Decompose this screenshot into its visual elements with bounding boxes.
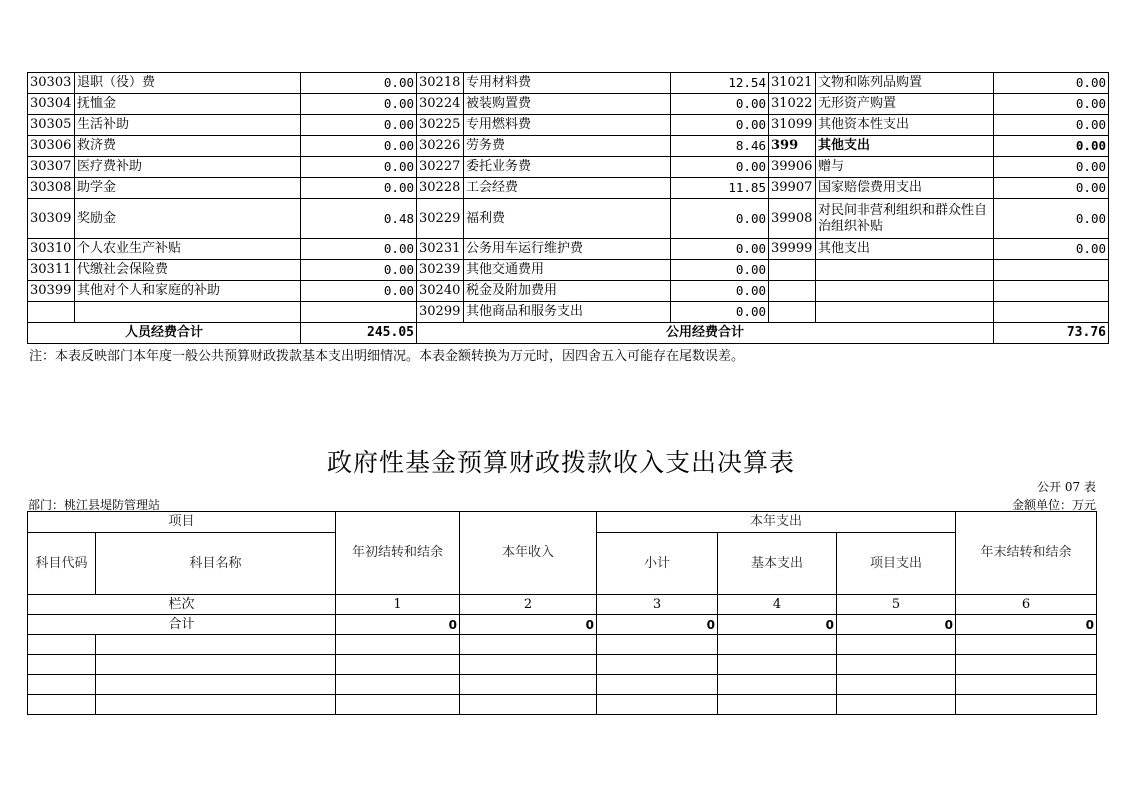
- total-income: 0: [460, 615, 597, 635]
- amount: 11.85: [671, 178, 769, 199]
- amount: 0.00: [301, 281, 417, 302]
- subject-name: 公务用车运行维护费: [464, 239, 671, 260]
- amount: 0.00: [994, 73, 1109, 94]
- subject-name: 生活补助: [75, 115, 301, 136]
- header-subject-name: 科目名称: [96, 533, 336, 595]
- amount: 0.00: [301, 73, 417, 94]
- amount: 8.46: [671, 136, 769, 157]
- header-opening-balance: 年初结转和结余: [336, 512, 460, 595]
- subject-code: [769, 302, 816, 323]
- expense-row: [28, 178, 1109, 199]
- column-number: 6: [956, 595, 1097, 615]
- subject-name: 无形资产购置: [816, 94, 994, 115]
- subject-name: 其他支出: [816, 239, 994, 260]
- expense-row: [28, 115, 1109, 136]
- amount: 0.00: [671, 94, 769, 115]
- empty-row: [28, 635, 1097, 655]
- subject-code: 30299: [417, 302, 464, 323]
- column-number: 3: [597, 595, 718, 615]
- personnel-total-label: 人员经费合计: [28, 323, 301, 344]
- empty-row: [28, 655, 1097, 675]
- subject-name: 退职（役）费: [75, 73, 301, 94]
- amount: 0.00: [301, 115, 417, 136]
- amount: 0.00: [994, 136, 1109, 157]
- subject-name: 代缴社会保险费: [75, 260, 301, 281]
- subject-code: [769, 260, 816, 281]
- header-income: 本年收入: [460, 512, 597, 595]
- amount-unit-label: 金额单位：万元: [1011, 498, 1096, 512]
- total-project-expense: 0: [837, 615, 956, 635]
- subject-name: [75, 302, 301, 323]
- subject-name: 税金及附加费用: [464, 281, 671, 302]
- subject-name: 国家赔偿费用支出: [816, 178, 994, 199]
- expense-row: [28, 281, 1109, 302]
- subject-code: 30307: [28, 157, 75, 178]
- subject-name: 其他对个人和家庭的补助: [75, 281, 301, 302]
- table-note: 注：本表反映部门本年度一般公共预算财政拨款基本支出明细情况。本表金额转换为万元时，因四舍五入可能存在尾数误差。: [29, 349, 745, 364]
- subject-name: 其他商品和服务支出: [464, 302, 671, 323]
- subject-code: 30309: [28, 199, 75, 239]
- subject-name: 其他交通费用: [464, 260, 671, 281]
- amount: 0.00: [301, 94, 417, 115]
- amount: 0.00: [994, 157, 1109, 178]
- header-subject-code: 科目代码: [28, 533, 96, 595]
- amount: 0.00: [671, 239, 769, 260]
- expense-row: [28, 302, 1109, 323]
- subject-code: 30304: [28, 94, 75, 115]
- subject-code: 31022: [769, 94, 816, 115]
- subject-name: 赠与: [816, 157, 994, 178]
- subject-code: 30240: [417, 281, 464, 302]
- subject-code: 30311: [28, 260, 75, 281]
- expense-row: [28, 239, 1109, 260]
- subject-code: [769, 281, 816, 302]
- amount: [994, 260, 1109, 281]
- subject-name: [816, 260, 994, 281]
- subject-code: 30229: [417, 199, 464, 239]
- amount: 0.00: [994, 239, 1109, 260]
- expense-row: [28, 73, 1109, 94]
- subject-name: 福利费: [464, 199, 671, 239]
- subject-code: 30231: [417, 239, 464, 260]
- amount: 0.00: [671, 302, 769, 323]
- header-item: 项目: [28, 512, 336, 533]
- amount: 0.00: [671, 260, 769, 281]
- header-closing-balance: 年末结转和结余: [956, 512, 1097, 595]
- expense-row: [28, 157, 1109, 178]
- column-number: 5: [837, 595, 956, 615]
- amount: 0.00: [994, 115, 1109, 136]
- expense-row: [28, 94, 1109, 115]
- subject-code: 31021: [769, 73, 816, 94]
- subject-code: 30305: [28, 115, 75, 136]
- subject-code: 30226: [417, 136, 464, 157]
- header-subtotal: 小计: [597, 533, 718, 595]
- public-total-label: 公用经费合计: [417, 323, 994, 344]
- column-number: 2: [460, 595, 597, 615]
- header-expense: 本年支出: [597, 512, 956, 533]
- subject-code: 30310: [28, 239, 75, 260]
- fund-total-row: [28, 615, 1097, 635]
- total-basic-expense: 0: [718, 615, 837, 635]
- subject-name: 其他资本性支出: [816, 115, 994, 136]
- amount: 0.00: [301, 260, 417, 281]
- total-opening-balance: 0: [336, 615, 460, 635]
- subject-name: 委托业务费: [464, 157, 671, 178]
- total-subtotal: 0: [597, 615, 718, 635]
- public-total-value: 73.76: [994, 323, 1109, 344]
- subject-code: 30306: [28, 136, 75, 157]
- column-number: 1: [336, 595, 460, 615]
- subject-code: 30303: [28, 73, 75, 94]
- subject-name: 专用材料费: [464, 73, 671, 94]
- subject-code: [28, 302, 75, 323]
- amount: [301, 302, 417, 323]
- subject-name: 奖励金: [75, 199, 301, 239]
- amount: [994, 302, 1109, 323]
- amount: 0.48: [301, 199, 417, 239]
- subject-name: 被装购置费: [464, 94, 671, 115]
- subject-code: 30225: [417, 115, 464, 136]
- total-closing-balance: 0: [956, 615, 1097, 635]
- subject-code: 30228: [417, 178, 464, 199]
- amount: 0.00: [671, 157, 769, 178]
- amount: 0.00: [994, 199, 1109, 239]
- amount: 0.00: [301, 239, 417, 260]
- empty-row: [28, 695, 1097, 715]
- subject-name: 个人农业生产补贴: [75, 239, 301, 260]
- subject-code: 30239: [417, 260, 464, 281]
- amount: 0.00: [301, 178, 417, 199]
- header-basic-expense: 基本支出: [718, 533, 837, 595]
- form-number: 公开 07 表: [1037, 480, 1096, 494]
- column-number-label: 栏次: [28, 595, 336, 615]
- column-number-row: [28, 595, 1097, 615]
- subject-code: 39906: [769, 157, 816, 178]
- amount: 0.00: [671, 281, 769, 302]
- subject-code: 39907: [769, 178, 816, 199]
- subject-code: 31099: [769, 115, 816, 136]
- subject-name: 抚恤金: [75, 94, 301, 115]
- empty-row: [28, 675, 1097, 695]
- page-title: 政府性基金预算财政拨款收入支出决算表: [326, 448, 795, 477]
- amount: 0.00: [994, 94, 1109, 115]
- header-project-expense: 项目支出: [837, 533, 956, 595]
- subject-name: 救济费: [75, 136, 301, 157]
- subject-code: 399: [769, 136, 816, 157]
- subject-name: [816, 281, 994, 302]
- amount: 12.54: [671, 73, 769, 94]
- subject-code: 39999: [769, 239, 816, 260]
- fund-budget-table: [27, 511, 1097, 715]
- subject-code: 39908: [769, 199, 816, 239]
- expense-row: [28, 260, 1109, 281]
- subject-code: 30218: [417, 73, 464, 94]
- subject-name: 文物和陈列品购置: [816, 73, 994, 94]
- subject-code: 30227: [417, 157, 464, 178]
- amount: 0.00: [671, 199, 769, 239]
- subject-name: 对民间非营利组织和群众性自治组织补贴: [816, 199, 994, 239]
- amount: [994, 281, 1109, 302]
- fund-total-label: 合计: [28, 615, 336, 635]
- amount: 0.00: [301, 157, 417, 178]
- subject-name: 其他支出: [816, 136, 994, 157]
- expense-row: [28, 136, 1109, 157]
- expense-detail-table: [27, 72, 1109, 344]
- subject-name: 劳务费: [464, 136, 671, 157]
- subject-code: 30224: [417, 94, 464, 115]
- subject-code: 30399: [28, 281, 75, 302]
- column-number: 4: [718, 595, 837, 615]
- subject-code: 30308: [28, 178, 75, 199]
- expense-total-row: [28, 323, 1109, 344]
- subject-name: 助学金: [75, 178, 301, 199]
- amount: 0.00: [994, 178, 1109, 199]
- subject-name: 医疗费补助: [75, 157, 301, 178]
- personnel-total-value: 245.05: [301, 323, 417, 344]
- subject-name: 工会经费: [464, 178, 671, 199]
- subject-name: [816, 302, 994, 323]
- amount: 0.00: [671, 115, 769, 136]
- expense-row: [28, 199, 1109, 239]
- subject-name: 专用燃料费: [464, 115, 671, 136]
- department-label: 部门：桃江县堤防管理站: [28, 498, 161, 512]
- amount: 0.00: [301, 136, 417, 157]
